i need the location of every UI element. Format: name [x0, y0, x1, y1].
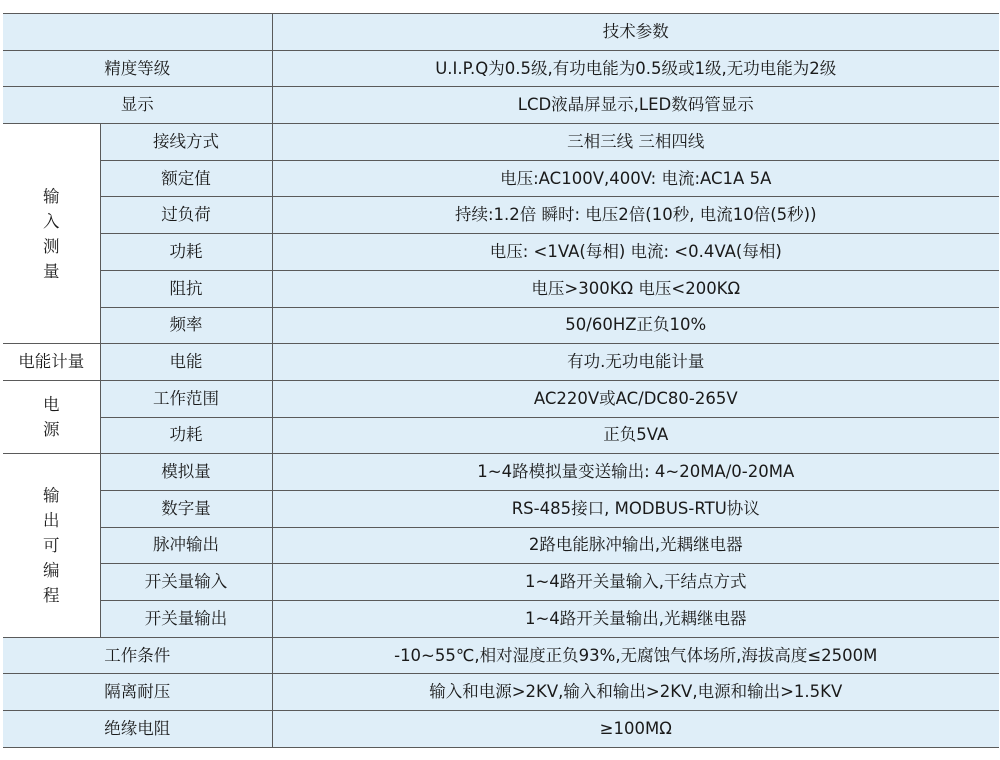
table-header-row	[3, 14, 999, 51]
row-value: 三相三线 三相四线	[272, 124, 999, 161]
row-value: LCD液晶屏显示,LED数码管显示	[272, 87, 999, 124]
header-title: 技术参数	[272, 14, 999, 51]
row-value: U.I.P.Q为0.5级,有功电能为0.5级或1级,无功电能为2级	[272, 50, 999, 87]
group-label-power: 电 源	[3, 380, 100, 453]
row-label: 模拟量	[100, 454, 272, 491]
group-label-energy: 电能计量	[3, 344, 100, 381]
row-label: 频率	[100, 307, 272, 344]
group-label-input-measure: 输 入 测 量	[3, 124, 100, 344]
row-label: 显示	[3, 87, 272, 124]
table-row	[3, 160, 999, 197]
row-value: RS-485接口, MODBUS-RTU协议	[272, 490, 999, 527]
table-row	[3, 87, 999, 124]
row-label: 隔离耐压	[3, 674, 272, 711]
row-label: 接线方式	[100, 124, 272, 161]
row-value: 电压:AC100V,400V: 电流:AC1A 5A	[272, 160, 999, 197]
table-row	[3, 601, 999, 638]
row-value: 输入和电源>2KV,输入和输出>2KV,电源和输出>1.5KV	[272, 674, 999, 711]
table-row	[3, 490, 999, 527]
row-value: 2路电能脉冲输出,光耦继电器	[272, 527, 999, 564]
row-value: 持续:1.2倍 瞬时: 电压2倍(10秒, 电流10倍(5秒))	[272, 197, 999, 234]
table-row	[3, 380, 999, 417]
row-value: 50/60HZ正负10%	[272, 307, 999, 344]
table-row	[3, 637, 999, 674]
row-label: 开关量输入	[100, 564, 272, 601]
table-row	[3, 527, 999, 564]
table-row	[3, 417, 999, 454]
row-value: 电压>300KΩ 电压<200KΩ	[272, 270, 999, 307]
table-row	[3, 197, 999, 234]
table-row	[3, 307, 999, 344]
table-row	[3, 234, 999, 271]
row-label: 开关量输出	[100, 601, 272, 638]
row-label: 数字量	[100, 490, 272, 527]
row-label: 过负荷	[100, 197, 272, 234]
table-row	[3, 270, 999, 307]
table-row	[3, 344, 999, 381]
row-value: 电压: <1VA(每相) 电流: <0.4VA(每相)	[272, 234, 999, 271]
table-row	[3, 454, 999, 491]
header-blank-cell	[3, 14, 272, 51]
row-label: 绝缘电阻	[3, 711, 272, 748]
table-row	[3, 564, 999, 601]
spec-table	[3, 13, 999, 748]
row-value: 1~4路模拟量变送输出: 4~20MA/0-20MA	[272, 454, 999, 491]
table-row	[3, 711, 999, 748]
row-value: -10~55℃,相对湿度正负93%,无腐蚀气体场所,海拔高度≤2500M	[272, 637, 999, 674]
row-value: ≥100MΩ	[272, 711, 999, 748]
group-label-output: 输 出 可 编 程	[3, 454, 100, 637]
row-value: 有功.无功电能计量	[272, 344, 999, 381]
row-value: 1~4路开关量输入,干结点方式	[272, 564, 999, 601]
table-row	[3, 50, 999, 87]
row-value: 正负5VA	[272, 417, 999, 454]
row-value: 1~4路开关量输出,光耦继电器	[272, 601, 999, 638]
row-label: 功耗	[100, 234, 272, 271]
row-label: 电能	[100, 344, 272, 381]
row-label: 工作范围	[100, 380, 272, 417]
row-label: 脉冲输出	[100, 527, 272, 564]
row-label: 工作条件	[3, 637, 272, 674]
row-label: 功耗	[100, 417, 272, 454]
table-row	[3, 124, 999, 161]
row-value: AC220V或AC/DC80-265V	[272, 380, 999, 417]
row-label: 阻抗	[100, 270, 272, 307]
row-label: 精度等级	[3, 50, 272, 87]
table-row	[3, 674, 999, 711]
row-label: 额定值	[100, 160, 272, 197]
